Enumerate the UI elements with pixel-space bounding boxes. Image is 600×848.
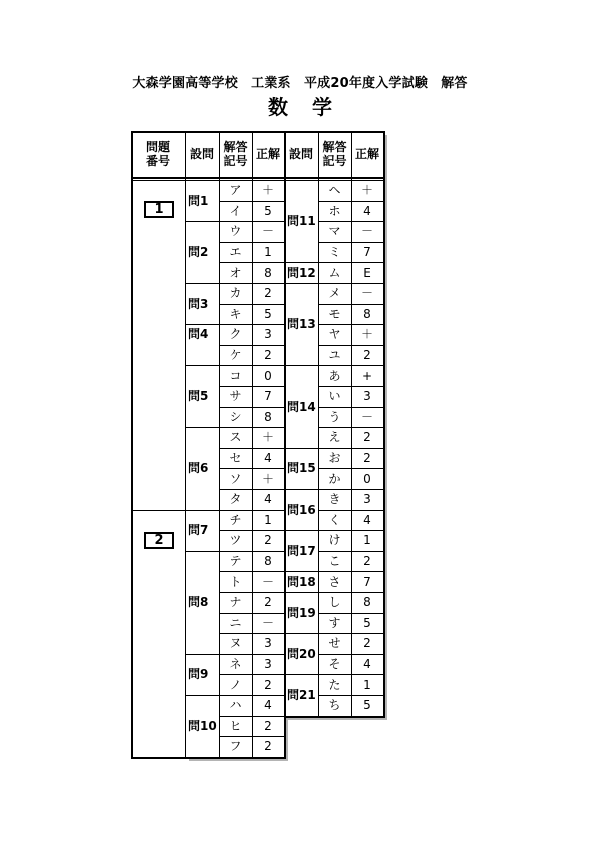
correct-answer: 1 <box>264 245 272 260</box>
answer-symbol: た <box>328 677 341 692</box>
answer-symbol: ユ <box>328 348 341 363</box>
answer-symbol: コ <box>229 368 242 383</box>
answer-symbol: ホ <box>328 203 341 218</box>
correct-answer: ＋ <box>261 430 274 445</box>
correct-answer: 2 <box>264 533 272 548</box>
answer-symbol: ト <box>229 574 242 589</box>
answer-symbol: し <box>328 595 341 610</box>
header-kaitou-kigou <box>219 131 252 177</box>
correct-answer: 4 <box>264 698 272 713</box>
answer-symbol: さ <box>328 574 341 589</box>
answer-symbol: ナ <box>229 595 242 610</box>
answer-symbol: う <box>328 409 341 424</box>
correct-answer: 5 <box>264 203 272 218</box>
correct-answer: 5 <box>264 306 272 321</box>
correct-answer: 5 <box>363 698 371 713</box>
answer-symbol: ウ <box>229 224 242 239</box>
correct-answer: 2 <box>264 286 272 301</box>
section-rule <box>131 510 185 511</box>
answer-symbol: キ <box>229 306 242 321</box>
correct-answer: 3 <box>363 389 371 404</box>
correct-answer: 7 <box>363 245 371 260</box>
question-label: 問6 <box>188 461 209 476</box>
question-label: 問1 <box>188 193 209 208</box>
correct-answer: 8 <box>264 409 272 424</box>
question-label: 問21 <box>287 687 316 702</box>
question-label: 問19 <box>287 605 316 620</box>
question-label: 問11 <box>287 214 316 229</box>
question-label: 問20 <box>287 646 316 661</box>
header-setsumon: 設問 <box>189 147 214 161</box>
correct-answer: 2 <box>264 595 272 610</box>
answer-symbol: せ <box>328 636 341 651</box>
answer-symbol: ヘ <box>328 183 341 198</box>
correct-answer: 2 <box>363 451 371 466</box>
answer-symbol: エ <box>229 245 242 260</box>
correct-answer: ＋ <box>261 471 274 486</box>
section-number-box: 1 <box>144 201 174 218</box>
correct-answer: 7 <box>264 389 272 404</box>
correct-answer: － <box>360 286 373 301</box>
header-kaitou-kigou-line: 解答 <box>322 140 347 154</box>
document-title: 大森学園高等学校 工業系 平成20年度入学試験 解答 <box>132 76 468 91</box>
header-seikai: 正解 <box>354 147 379 161</box>
correct-answer: 3 <box>264 657 272 672</box>
header-mondai-bango-line: 問題 <box>145 140 170 154</box>
question-label: 問18 <box>287 574 316 589</box>
answer-symbol: く <box>328 512 341 527</box>
header-setsumon: 設問 <box>288 147 313 161</box>
answer-symbol: カ <box>229 286 242 301</box>
question-label: 問12 <box>287 265 316 280</box>
answer-symbol: ス <box>229 430 242 445</box>
header-seikai: 正解 <box>255 147 280 161</box>
correct-answer: 8 <box>264 554 272 569</box>
question-label: 問14 <box>287 399 316 414</box>
answer-symbol: マ <box>328 224 341 239</box>
header-kaitou-kigou-line: 解答 <box>223 140 248 154</box>
correct-answer: ＋ <box>360 327 373 342</box>
correct-answer: ＋ <box>360 183 373 198</box>
answer-symbol: サ <box>229 389 242 404</box>
correct-answer: E <box>363 265 371 280</box>
correct-answer: － <box>261 224 274 239</box>
correct-answer: 4 <box>264 451 272 466</box>
answer-symbol: い <box>328 389 341 404</box>
table-top-rule <box>131 131 384 133</box>
header-kaitou-kigou-line: 記号 <box>223 154 248 168</box>
answer-symbol: け <box>328 533 341 548</box>
correct-answer: 2 <box>264 718 272 733</box>
correct-answer: 1 <box>363 677 371 692</box>
answer-symbol: そ <box>328 657 341 672</box>
question-label: 問15 <box>287 461 316 476</box>
correct-answer: 3 <box>363 492 371 507</box>
correct-answer: 1 <box>363 533 371 548</box>
correct-answer: 3 <box>264 327 272 342</box>
header-kaitou-kigou-line: 記号 <box>322 154 347 168</box>
answer-symbol: き <box>328 492 341 507</box>
question-label: 問2 <box>188 245 209 260</box>
table-left-rule <box>131 131 133 757</box>
answer-symbol: ち <box>328 698 341 713</box>
correct-answer: 1 <box>264 512 272 527</box>
correct-answer: 2 <box>363 554 371 569</box>
question-label: 問8 <box>188 595 209 610</box>
correct-answer: 2 <box>264 348 272 363</box>
correct-answer: 0 <box>264 368 272 383</box>
answer-symbol: ム <box>328 265 341 280</box>
question-label: 問5 <box>188 389 209 404</box>
answer-symbol: シ <box>229 409 242 424</box>
header-bottom-rule <box>131 177 384 179</box>
correct-answer: 2 <box>363 636 371 651</box>
answer-symbol: メ <box>328 286 341 301</box>
answer-symbol: か <box>328 471 341 486</box>
answer-symbol: セ <box>229 451 242 466</box>
question-label: 問17 <box>287 543 316 558</box>
table-right-rule <box>383 131 385 716</box>
question-label: 問9 <box>188 667 209 682</box>
answer-symbol: ヒ <box>229 718 242 733</box>
header-mondai-bango-line: 番号 <box>145 154 170 168</box>
answer-symbol: ヌ <box>229 636 242 651</box>
correct-answer: 8 <box>363 595 371 610</box>
answer-symbol: ノ <box>229 677 242 692</box>
answer-symbol: す <box>328 615 341 630</box>
correct-answer: 7 <box>363 574 371 589</box>
correct-answer: － <box>261 574 274 589</box>
correct-answer: 4 <box>363 203 371 218</box>
correct-answer: － <box>261 615 274 630</box>
correct-answer: 8 <box>363 306 371 321</box>
answer-symbol: ネ <box>229 657 242 672</box>
header-mondai-bango <box>131 131 185 177</box>
answer-symbol: オ <box>229 265 242 280</box>
correct-answer: ＋ <box>261 183 274 198</box>
correct-answer: 0 <box>363 471 371 486</box>
answer-symbol: ミ <box>328 245 341 260</box>
answer-symbol: モ <box>328 306 341 321</box>
header-kaitou-kigou <box>318 131 351 177</box>
correct-answer: 4 <box>363 657 371 672</box>
correct-answer: － <box>360 409 373 424</box>
correct-answer: 2 <box>363 430 371 445</box>
correct-answer: 5 <box>363 615 371 630</box>
answer-symbol: テ <box>229 554 242 569</box>
question-label: 問4 <box>188 327 209 342</box>
question-label: 問13 <box>287 317 316 332</box>
correct-answer: 2 <box>363 348 371 363</box>
section-number-box: 2 <box>144 532 174 549</box>
subject-heading: 数学 <box>268 95 356 119</box>
answer-symbol: ツ <box>229 533 242 548</box>
question-label: 問7 <box>188 523 209 538</box>
answer-symbol: こ <box>328 554 341 569</box>
correct-answer: 3 <box>264 636 272 651</box>
table-bottom-rule <box>131 757 286 759</box>
correct-answer: + <box>361 368 373 383</box>
correct-answer: 2 <box>264 739 272 754</box>
correct-answer: 4 <box>363 512 371 527</box>
answer-symbol: ソ <box>229 471 242 486</box>
answer-symbol: フ <box>229 739 242 754</box>
question-label: 問10 <box>188 718 217 733</box>
answer-symbol: ケ <box>229 348 242 363</box>
answer-symbol: え <box>328 430 341 445</box>
answer-symbol: お <box>328 451 341 466</box>
question-label: 問3 <box>188 296 209 311</box>
answer-symbol: ア <box>229 183 242 198</box>
answer-symbol: ヤ <box>328 327 341 342</box>
correct-answer: 4 <box>264 492 272 507</box>
answer-symbol: タ <box>229 492 242 507</box>
table-bottom-rule <box>284 716 385 718</box>
correct-answer: 2 <box>264 677 272 692</box>
question-label: 問16 <box>287 502 316 517</box>
answer-symbol: あ <box>328 368 341 383</box>
answer-symbol: ニ <box>229 615 242 630</box>
answer-symbol: イ <box>229 203 242 218</box>
correct-answer: － <box>360 224 373 239</box>
answer-symbol: チ <box>229 512 242 527</box>
answer-symbol: ク <box>229 327 242 342</box>
answer-symbol: ハ <box>229 698 242 713</box>
correct-answer: 8 <box>264 265 272 280</box>
